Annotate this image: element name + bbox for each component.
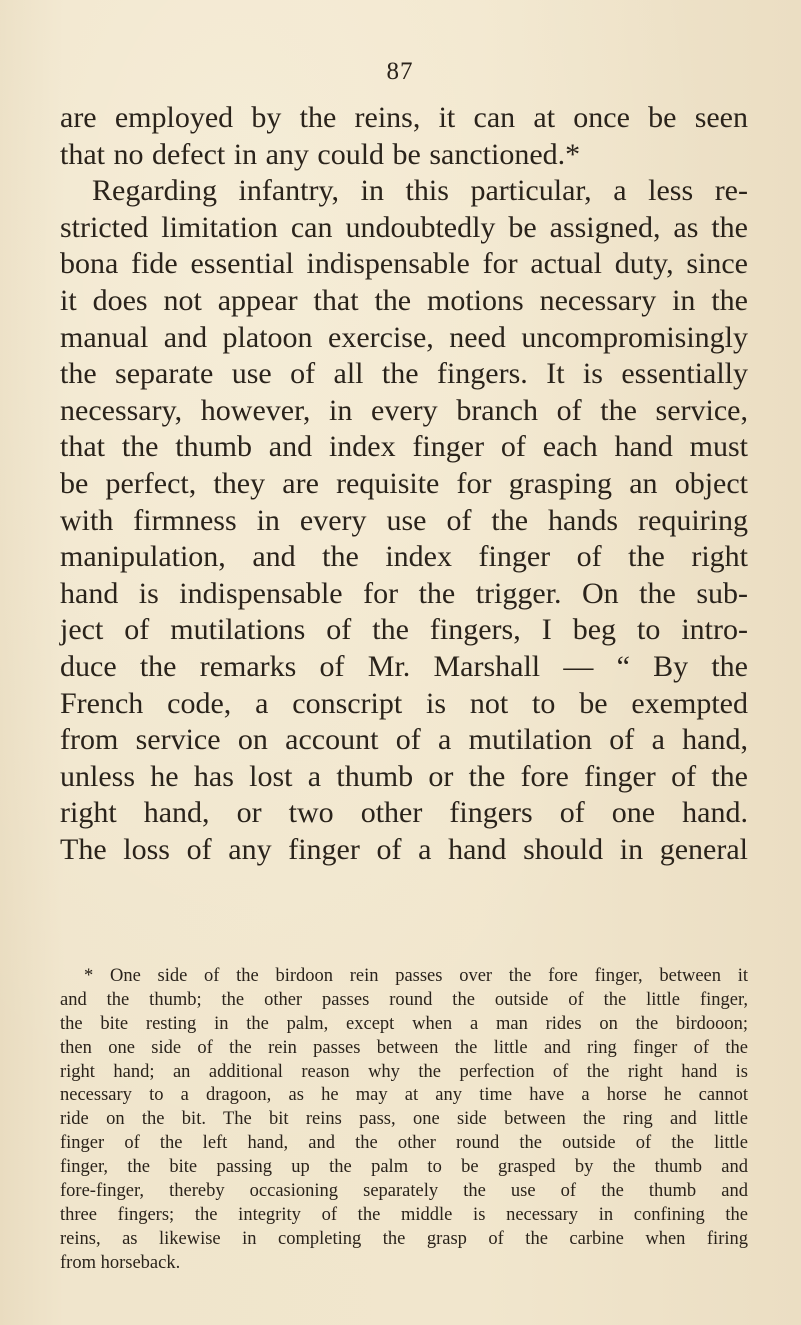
- body-line: it does not appear that the motions necessary in the: [60, 283, 748, 317]
- body-line: French code, a conscript is not to be exempted: [60, 686, 748, 720]
- body-line: unless he has lost a thumb or the fore finger of the: [60, 759, 748, 793]
- body-line: manual and platoon exercise, need uncompromisingly: [60, 320, 748, 354]
- body-line: be perfect, they are requisite for grasping an object: [60, 466, 748, 500]
- body-line: are employed by the reins, it can at once be seen: [60, 101, 748, 134]
- footnote-line: then one side of the rein passes between the little and ring finger of the: [60, 1037, 748, 1058]
- footnote-line: fore-finger, thereby occasioning separately the use of the thumb and: [60, 1181, 748, 1202]
- body-line: from service on account of a mutilation of a hand,: [60, 723, 748, 757]
- footnote-line: right hand; an additional reason why the perfection of the right hand is: [60, 1061, 748, 1082]
- body-line: duce the remarks of Mr. Marshall — “ By the: [60, 649, 748, 683]
- body-line: that no defect in any could be sanctioned.*: [60, 137, 581, 171]
- footnote-line: finger of the left hand, and the other round the outside of the little: [60, 1133, 748, 1154]
- footnote-line: the bite resting in the palm, except when a man rides on the birdooon;: [60, 1013, 748, 1034]
- footnote-line: ride on the bit. The bit reins pass, one side between the ring and little: [60, 1109, 748, 1130]
- body-line: The loss of any finger of a hand should in general: [60, 832, 748, 866]
- footnote-line: * One side of the birdoon rein passes over the fore finger, between it: [84, 966, 748, 986]
- body-line: that the thumb and index finger of each hand must: [60, 430, 748, 464]
- footnote: [60, 965, 748, 1276]
- body-line: bona fide essential indispensable for actual duty, since: [60, 247, 748, 281]
- body-line: Regarding infantry, in this particular, a less re-: [92, 174, 748, 208]
- body-line: the separate use of all the fingers. It is essentially: [60, 357, 748, 391]
- footnote-line: and the thumb; the other passes round the outside of the little finger,: [60, 989, 748, 1010]
- body-line: right hand, or two other fingers of one hand.: [60, 796, 748, 830]
- footnote-line: from horseback.: [60, 1252, 181, 1273]
- body-line: with firmness in every use of the hands requiring: [60, 503, 748, 537]
- body-text: [60, 100, 748, 868]
- body-line: necessary, however, in every branch of the service,: [60, 393, 748, 427]
- footnote-line: reins, as likewise in completing the grasp of the carbine when firing: [60, 1228, 748, 1249]
- body-line: manipulation, and the index finger of the right: [60, 540, 748, 574]
- footnote-line: necessary to a dragoon, as he may at any time have a horse he cannot: [60, 1085, 748, 1106]
- body-line: stricted limitation can undoubtedly be assigned, as the: [60, 210, 748, 244]
- footnote-line: finger, the bite passing up the palm to be grasped by the thumb and: [60, 1157, 748, 1178]
- page-number: 87: [386, 58, 414, 85]
- body-line: hand is indispensable for the trigger. On the sub-: [60, 576, 748, 610]
- footnote-line: three fingers; the integrity of the middle is necessary in confining the: [60, 1204, 748, 1225]
- body-line: ject of mutilations of the fingers, I beg to intro-: [60, 613, 748, 647]
